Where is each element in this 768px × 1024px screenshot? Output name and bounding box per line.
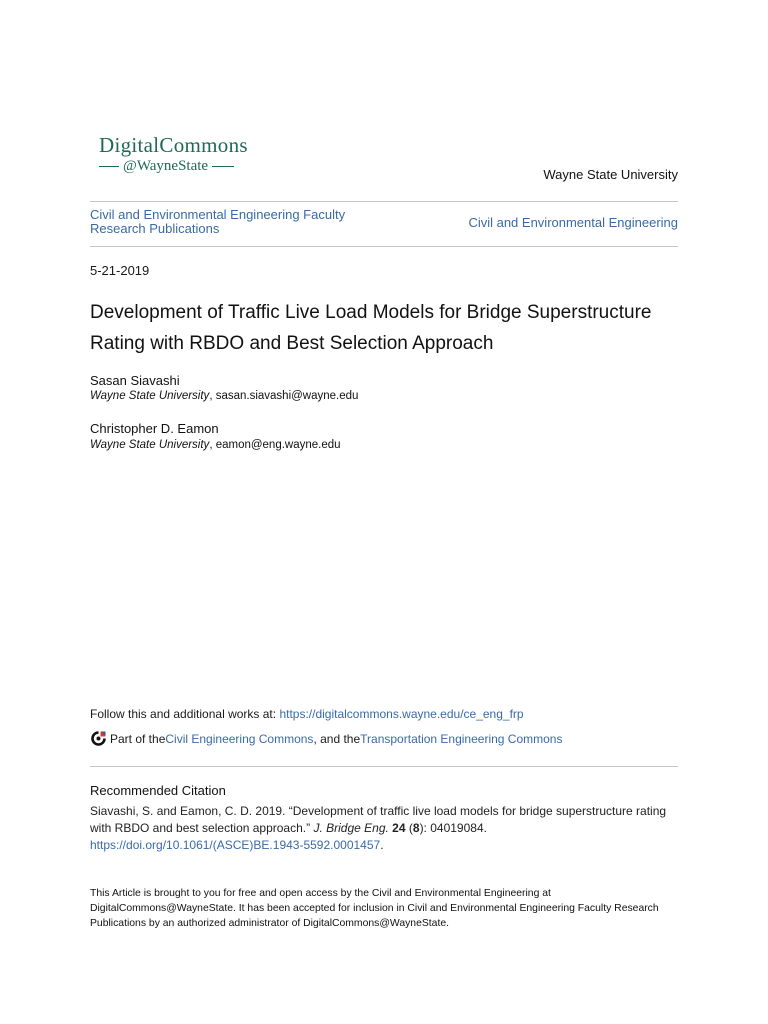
citation-volume: 24 xyxy=(392,821,406,835)
citation-issue: 8 xyxy=(412,821,420,835)
transportation-engineering-commons-link[interactable]: Transportation Engineering Commons xyxy=(360,731,563,746)
citation-open-paren: ( xyxy=(405,821,413,835)
author-email: eamon@eng.wayne.edu xyxy=(215,439,341,451)
part-of-line xyxy=(90,730,562,747)
network-commons-icon xyxy=(90,730,107,747)
author-name: Sasan Siavashi xyxy=(90,373,180,388)
part-of-prefix: Part of the xyxy=(110,731,166,746)
affiliation-name: Wayne State University xyxy=(90,439,210,451)
logo-line2-row xyxy=(99,157,269,175)
author-name: Christopher D. Eamon xyxy=(90,421,219,436)
civil-engineering-commons-link[interactable]: Civil Engineering Commons xyxy=(165,731,314,746)
citation-body: Siavashi, S. and Eamon, C. D. 2019. “Development of traffic live load models for bridge superstructure rating with RBDO and best selection approach.” xyxy=(90,804,667,835)
affiliation-name: Wayne State University xyxy=(90,390,210,402)
digitalcommons-logo[interactable] xyxy=(99,133,269,177)
citation-journal: J. Bridge Eng. xyxy=(313,821,389,835)
article-title: Development of Traffic Live Load Models for Bridge Superstructure Rating with RBDO and Best Selection Approach xyxy=(90,302,652,354)
logo-rule-left xyxy=(99,166,119,167)
author-affiliation: Wayne State University, sasan.siavashi@wayne.edu xyxy=(90,390,359,402)
divider-top xyxy=(90,201,678,202)
author-email: sasan.siavashi@wayne.edu xyxy=(215,390,359,402)
logo-line1: DigitalCommons xyxy=(99,133,248,157)
follow-prefix: Follow this and additional works at: xyxy=(90,707,280,721)
citation-pages: ): 04019084. xyxy=(419,821,487,835)
doi-link[interactable]: https://doi.org/10.1061/(ASCE)BE.1943-5592.0001457 xyxy=(90,838,381,852)
citation-text xyxy=(90,803,680,854)
logo-rule-right xyxy=(212,166,234,167)
divider-series xyxy=(90,246,678,247)
university-name: Wayne State University xyxy=(543,167,678,182)
collection-url-link[interactable]: https://digitalcommons.wayne.edu/ce_eng_frp xyxy=(279,707,524,721)
part-of-middle: , and the xyxy=(313,731,361,746)
department-link[interactable]: Civil and Environmental Engineering xyxy=(468,215,678,230)
publication-date: 5-21-2019 xyxy=(90,263,150,278)
divider-citation xyxy=(90,766,678,767)
author-affiliation: Wayne State University, eamon@eng.wayne.edu xyxy=(90,439,341,451)
collection-link[interactable]: Civil and Environmental Engineering Faculty Research Publications xyxy=(90,207,346,236)
follow-line xyxy=(90,707,524,721)
recommended-citation-heading: Recommended Citation xyxy=(90,783,226,798)
access-statement: This Article is brought to you for free and open access by the Civil and Environmental Engineering at DigitalCommons@WayneState. It has been accepted for inclusion in Civil and Environmental Engineering Faculty Research Publications by an authorized administrator of DigitalCommons@WayneState. xyxy=(90,888,659,929)
logo-line2: @WayneState xyxy=(123,158,209,174)
citation-end: . xyxy=(380,838,384,852)
